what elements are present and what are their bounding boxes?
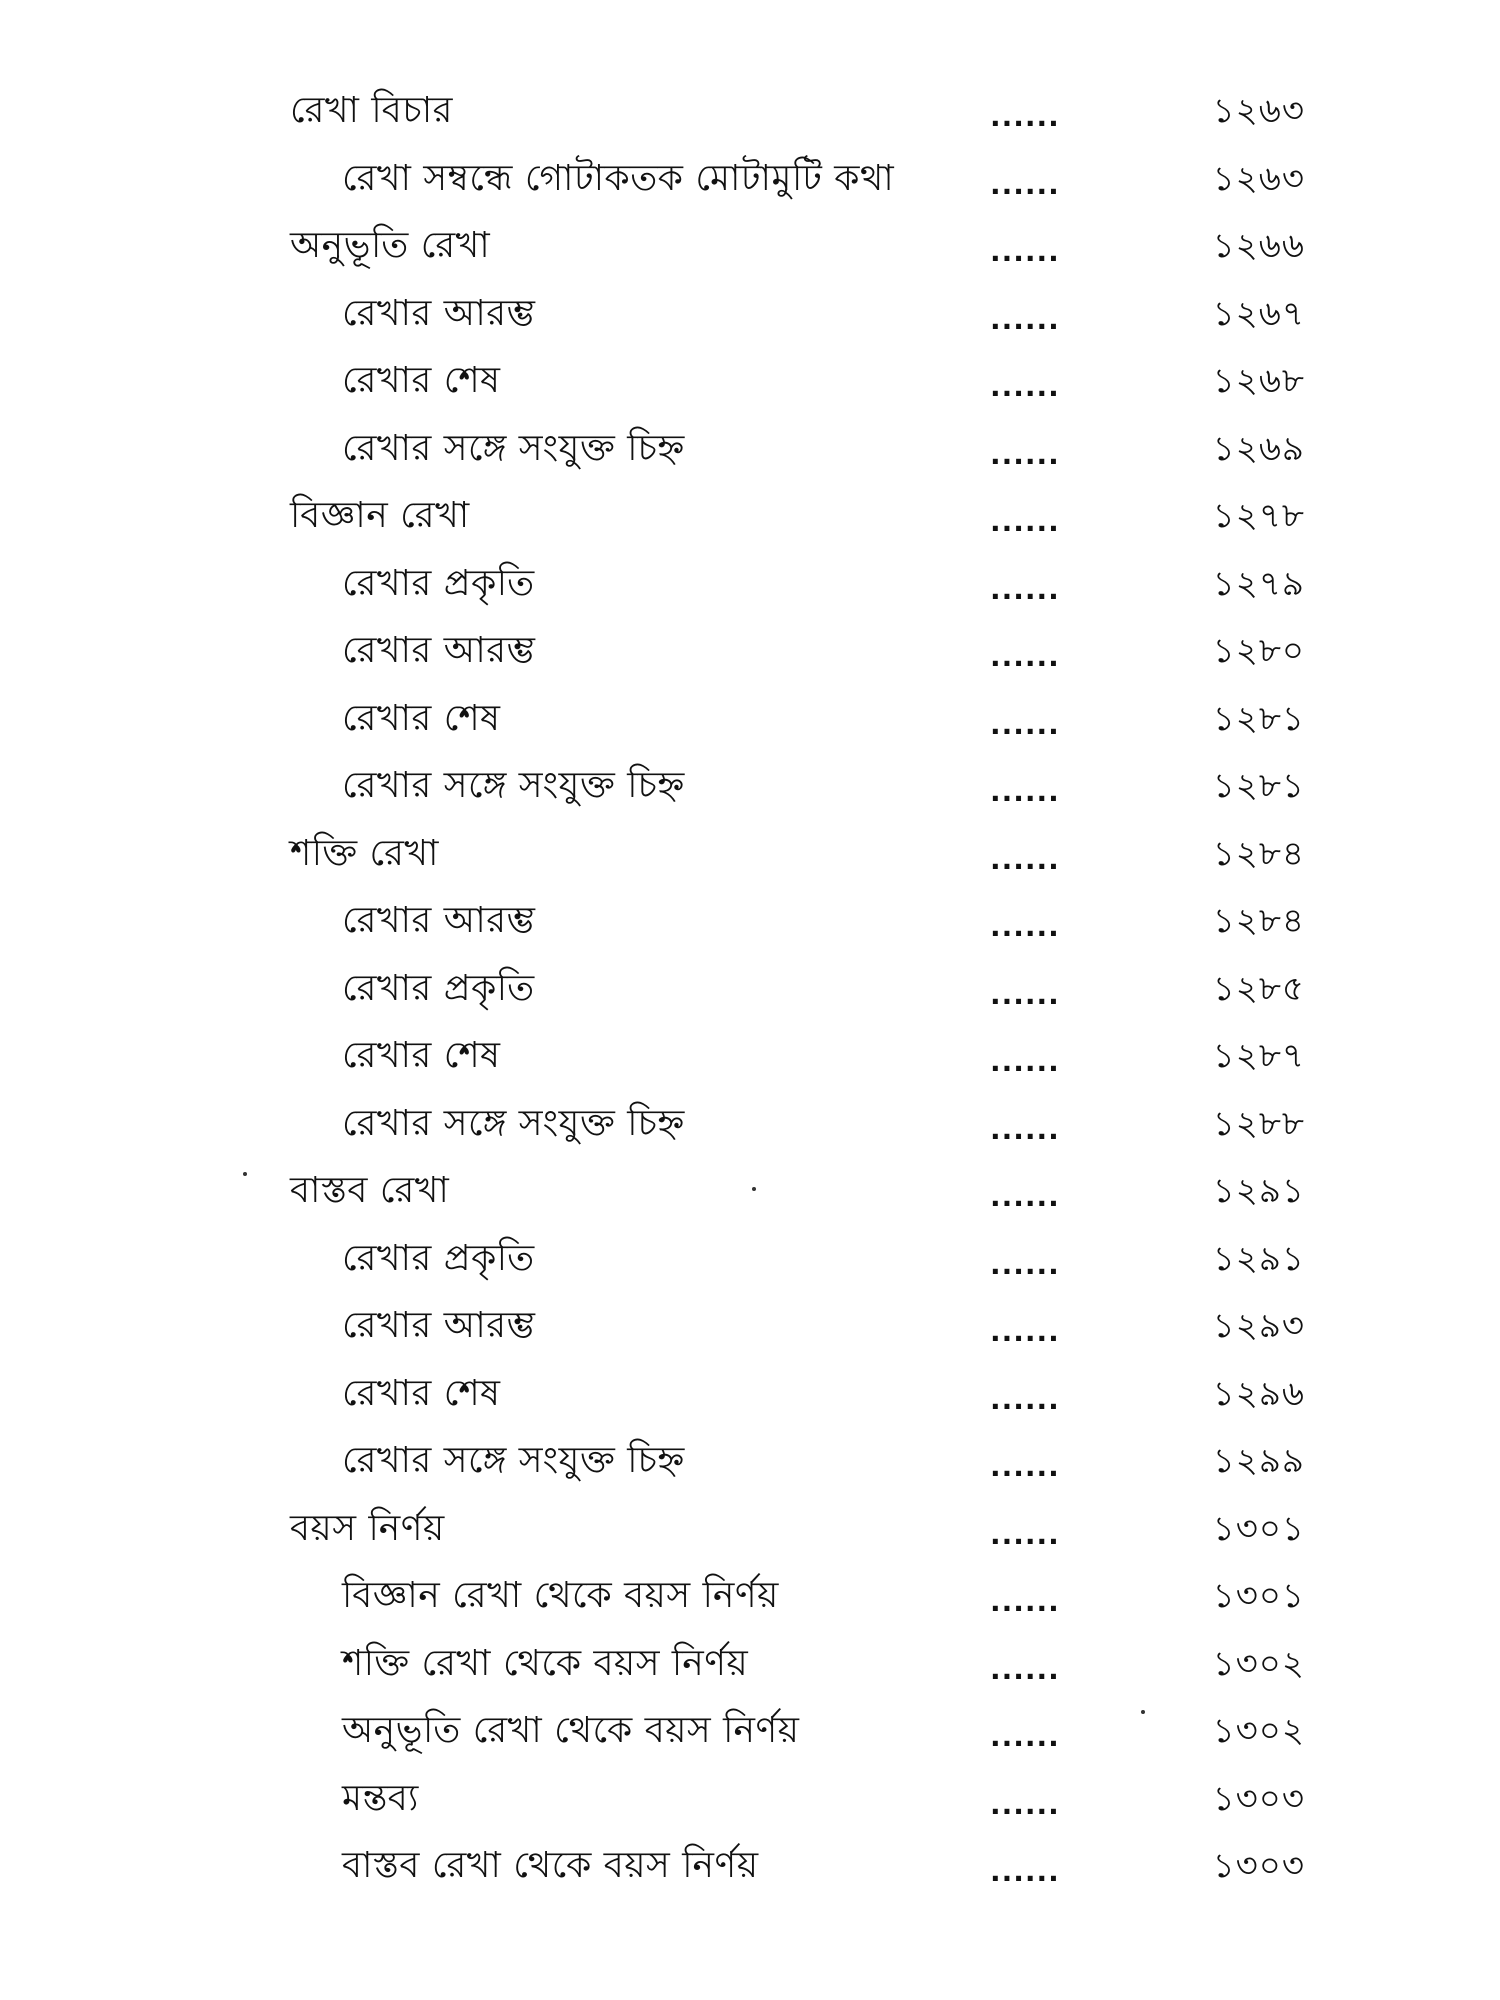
toc-entry-title: রেখার শেষ [342, 697, 501, 739]
toc-entry-title: বয়স নির্ণয় [290, 1507, 445, 1549]
toc-page-number: ১২৭৮ [1212, 496, 1305, 536]
toc-entry-title: রেখার শেষ [342, 1035, 501, 1076]
toc-entry-title: বাস্তব রেখা থেকে বয়স নির্ণয় [342, 1845, 759, 1886]
toc-page-number: ১২৬৩ [1212, 91, 1305, 131]
toc-entry-title: রেখার সঙ্গে সংযুক্ত চিহ্ন [342, 1102, 685, 1144]
toc-page-number: ১২৯৯ [1212, 1441, 1305, 1481]
toc-page-number: ১২৮৪ [1212, 833, 1305, 874]
toc-row [0, 761, 1500, 829]
toc-leader-dots: ...... [990, 1517, 1060, 1551]
scan-speck [243, 1172, 247, 1176]
toc-row [0, 559, 1500, 627]
toc-leader-dots: ...... [990, 1855, 1060, 1888]
toc-entry-title: বিজ্ঞান রেখা [290, 495, 470, 536]
toc-page-number: ১২৬৯ [1212, 428, 1305, 469]
toc-entry-title: রেখা বিচার [290, 90, 453, 131]
toc-entry-title: মন্তব্য [342, 1777, 419, 1819]
toc-leader-dots: ...... [990, 1112, 1060, 1146]
toc-leader-dots: ...... [990, 505, 1060, 538]
toc-entry-title: রেখার আরম্ভ [342, 1305, 536, 1346]
toc-leader-dots: ...... [990, 370, 1060, 403]
toc-row [0, 694, 1500, 762]
toc-entry-title: রেখার আরম্ভ [342, 900, 536, 941]
toc-entry-title: রেখার সঙ্গে সংযুক্ত চিহ্ন [342, 1440, 685, 1481]
toc-leader-dots: ...... [990, 1652, 1060, 1686]
toc-leader-dots: ...... [990, 100, 1060, 133]
toc-row [0, 289, 1500, 357]
toc-leader-dots: ...... [990, 572, 1060, 606]
toc-leader-dots: ...... [990, 302, 1060, 336]
toc-page-number: ১২৮১ [1212, 766, 1305, 806]
toc-page-number: ১২৮৮ [1212, 1103, 1305, 1144]
toc-entry-title: বাস্তব রেখা [290, 1170, 450, 1211]
toc-leader-dots: ...... [990, 1247, 1060, 1281]
toc-leader-dots: ...... [990, 167, 1060, 201]
toc-row [0, 626, 1500, 694]
toc-row [0, 1706, 1500, 1774]
toc-entry-title: বিজ্ঞান রেখা থেকে বয়স নির্ণয় [342, 1575, 779, 1616]
toc-leader-dots: ...... [990, 1450, 1060, 1483]
toc-leader-dots: ...... [990, 1180, 1060, 1213]
toc-leader-dots: ...... [990, 977, 1060, 1011]
toc-entry-title: শক্তি রেখা [290, 832, 440, 874]
toc-row [0, 221, 1500, 289]
toc-entry-title: রেখার প্রকৃতি [342, 967, 535, 1009]
toc-row [0, 1639, 1500, 1707]
toc-page-number: ১২৯৬ [1212, 1373, 1305, 1414]
toc-row [0, 86, 1500, 154]
scan-speck [1141, 1710, 1145, 1714]
toc-page-number: ১২৮০ [1212, 631, 1305, 671]
toc-entry-title: শক্তি রেখা থেকে বয়স নির্ণয় [342, 1642, 749, 1684]
toc-row [0, 1234, 1500, 1302]
toc-row [0, 1099, 1500, 1167]
toc-page-number: ১৩০৩ [1212, 1846, 1305, 1886]
toc-row [0, 896, 1500, 964]
toc-leader-dots: ...... [990, 1045, 1060, 1078]
toc-row [0, 1301, 1500, 1369]
toc-row [0, 1436, 1500, 1504]
toc-page-number: ১২৮৪ [1212, 901, 1305, 941]
toc-leader-dots: ...... [990, 707, 1060, 741]
table-of-contents [0, 86, 1500, 1909]
toc-entry-title: রেখার শেষ [342, 1372, 501, 1414]
toc-entry-title: রেখা সম্বন্ধে গোটাকতক মোটামুটি কথা [342, 157, 895, 199]
toc-entry-title: অনুভূতি রেখা [290, 225, 491, 266]
toc-entry-title: রেখার আরম্ভ [342, 630, 536, 671]
toc-page-number: ১৩০২ [1212, 1643, 1305, 1684]
toc-page-number: ১২৯১ [1212, 1171, 1305, 1211]
toc-entry-title: রেখার প্রকৃতি [342, 1237, 535, 1279]
toc-page-number: ১২৮৫ [1212, 968, 1305, 1009]
toc-entry-title: রেখার আরম্ভ [342, 292, 536, 334]
toc-row [0, 154, 1500, 222]
toc-leader-dots: ...... [990, 1787, 1060, 1821]
toc-page-number: ১২৮৭ [1212, 1036, 1305, 1076]
toc-page-number: ১৩০৩ [1212, 1778, 1305, 1819]
toc-leader-dots: ...... [990, 910, 1060, 943]
toc-page-number: ১২৯৩ [1212, 1306, 1305, 1346]
toc-row [0, 1031, 1500, 1099]
toc-page-number: ১৩০১ [1212, 1508, 1305, 1549]
toc-page-number: ১৩০২ [1212, 1711, 1305, 1751]
toc-row [0, 1774, 1500, 1842]
toc-page-number: ১২৭৯ [1212, 563, 1305, 604]
scan-speck [752, 1187, 756, 1191]
toc-page-number: ১২৮১ [1212, 698, 1305, 739]
toc-leader-dots: ...... [990, 1315, 1060, 1348]
toc-entry-title: রেখার সঙ্গে সংযুক্ত চিহ্ন [342, 427, 685, 469]
toc-row [0, 491, 1500, 559]
toc-row [0, 964, 1500, 1032]
toc-leader-dots: ...... [990, 640, 1060, 673]
toc-page-number: ১২৬৭ [1212, 293, 1305, 334]
toc-entry-title: রেখার প্রকৃতি [342, 562, 535, 604]
toc-page-number: ১২৯১ [1212, 1238, 1305, 1279]
toc-row [0, 1504, 1500, 1572]
toc-row [0, 424, 1500, 492]
toc-row [0, 1369, 1500, 1437]
toc-row [0, 356, 1500, 424]
toc-leader-dots: ...... [990, 437, 1060, 471]
toc-page-number: ১২৬৩ [1212, 158, 1305, 199]
toc-entry-title: অনুভূতি রেখা থেকে বয়স নির্ণয় [342, 1710, 800, 1751]
toc-row [0, 1571, 1500, 1639]
toc-leader-dots: ...... [990, 842, 1060, 876]
toc-leader-dots: ...... [990, 775, 1060, 808]
toc-page-number: ১২৬৮ [1212, 361, 1305, 401]
toc-leader-dots: ...... [990, 1585, 1060, 1618]
toc-page-number: ১৩০১ [1212, 1576, 1305, 1616]
toc-leader-dots: ...... [990, 235, 1060, 268]
toc-entry-title: রেখার শেষ [342, 360, 501, 401]
toc-leader-dots: ...... [990, 1382, 1060, 1416]
toc-row [0, 1166, 1500, 1234]
toc-row [0, 829, 1500, 897]
toc-row [0, 1841, 1500, 1909]
toc-leader-dots: ...... [990, 1720, 1060, 1753]
toc-entry-title: রেখার সঙ্গে সংযুক্ত চিহ্ন [342, 765, 685, 806]
toc-page-number: ১২৬৬ [1212, 226, 1305, 266]
